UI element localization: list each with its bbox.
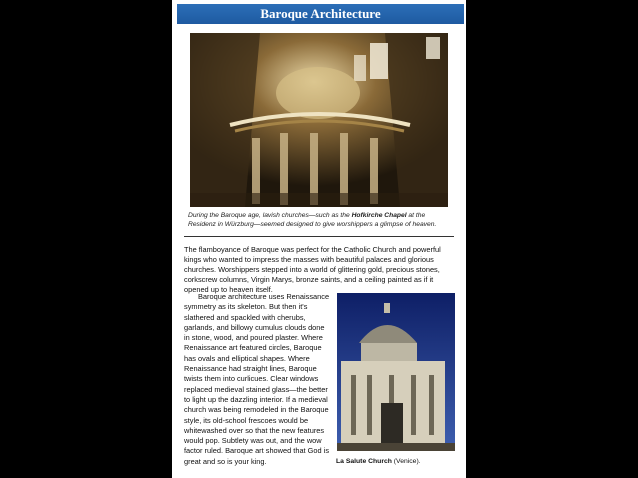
- la-salute-caption: La Salute Church (Venice).: [336, 458, 421, 465]
- section-title: Baroque Architecture: [177, 4, 464, 24]
- chapel-photo-caption: During the Baroque age, lavish churches—such as the Hofkirche Chapel at the Residenz in Würzburg—seemed designed to give worshippers a glimpse of heaven.: [188, 212, 437, 228]
- intro-paragraph: The flamboyance of Baroque was perfect for the Catholic Church and powerful kings who wanted to impress the masses with beautiful palaces and glorious churches. Worshippers stepped into a world of glittering gold, precious stones, corkscrew columns, Virgin Marys, bronze saints, and a ceiling painted as if it opened up to heaven itself.: [184, 245, 441, 294]
- hofkirche-chapel-photo: [190, 33, 448, 207]
- la-salute-church-photo: [337, 293, 455, 451]
- divider: [184, 236, 454, 237]
- church-name: La Salute Church: [336, 458, 392, 465]
- body-paragraph: Baroque architecture uses Renaissance symmetry as its skeleton. But then it's slathered and spackled with cherubs, garlands, and billowy cumulus clouds done in stone, wood, and poured plaster. Where Renaissance art featured circles, Baroque has ovals and elliptical shapes. Where Renaissance had straight lines, Baroque twists them into curlicues. Clear windows replaced medieval stained glass—the better to light up the dazzling interior. If a medieval church was being remodeled in the Baroque style, its old-school frescoes would be whitewashed over so that the new features would pop. Subtlety was out, and the wow factor ruled. Baroque art showed that God is great and so is your king.: [184, 292, 330, 466]
- chapel-name: Hofkirche Chapel: [351, 212, 407, 219]
- book-page: [172, 0, 466, 478]
